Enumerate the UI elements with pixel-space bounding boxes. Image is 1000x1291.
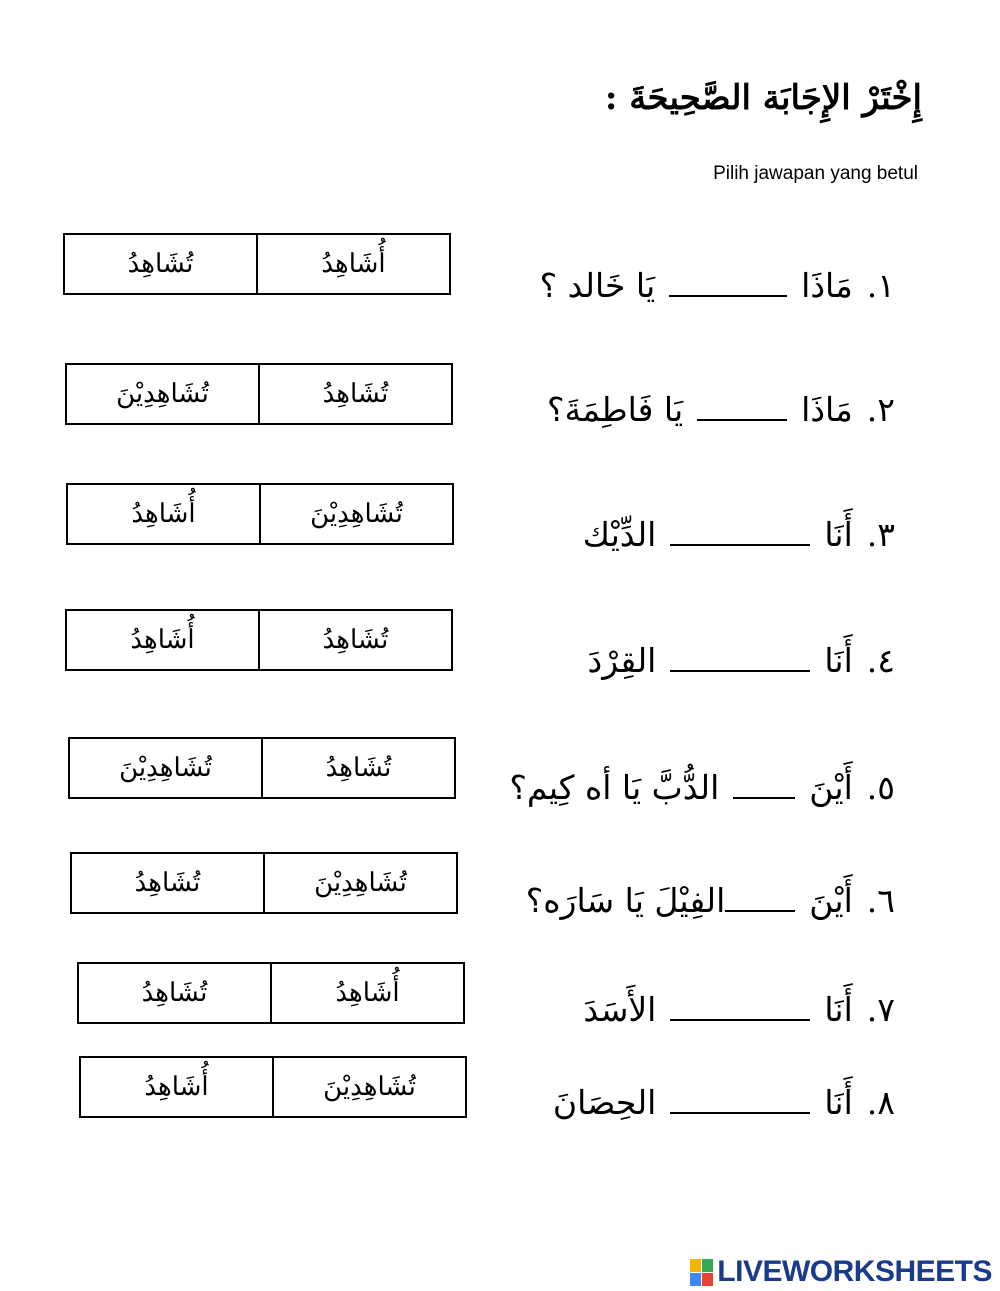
choice-group-3 — [66, 483, 454, 545]
answer-blank[interactable] — [670, 1090, 810, 1114]
question-5 — [509, 755, 895, 819]
choice-group-7 — [77, 962, 465, 1024]
question-number: ٧. — [866, 989, 895, 1029]
question-text-after: الفِيْلَ يَا سَارَه؟ — [525, 880, 726, 920]
question-text-before: أَنَا — [824, 640, 853, 680]
choice-group-5 — [68, 737, 456, 799]
liveworksheets-logo-icon — [690, 1259, 713, 1286]
choice-option[interactable]: تُشَاهِدُ — [258, 611, 451, 669]
choice-option[interactable]: تُشَاهِدِيْنَ — [119, 753, 212, 783]
choice-group-1 — [63, 233, 451, 295]
question-6 — [526, 868, 895, 932]
question-3 — [583, 502, 895, 566]
choice-option[interactable]: تُشَاهِدِيْنَ — [259, 485, 452, 543]
choice-option[interactable]: تُشَاهِدُ — [127, 249, 194, 279]
question-number: ٦. — [866, 880, 895, 920]
choice-group-2 — [65, 363, 453, 425]
question-number: ١. — [866, 265, 895, 305]
question-text-after: الدُّبَّ يَا أه كِيم؟ — [509, 767, 720, 807]
answer-blank[interactable] — [725, 888, 795, 912]
question-number: ٤. — [866, 640, 895, 680]
brand-footer — [690, 1255, 992, 1289]
question-text-before: أَيْنَ — [809, 767, 853, 807]
question-8 — [553, 1070, 895, 1134]
question-number: ٢. — [866, 389, 895, 429]
question-number: ٨. — [866, 1082, 895, 1122]
question-number: ٣. — [866, 514, 895, 554]
question-7 — [583, 977, 895, 1041]
question-text-after: يَا خَالد ؟ — [539, 265, 656, 305]
question-1 — [540, 253, 895, 317]
choice-option[interactable]: أُشَاهِدُ — [130, 625, 195, 655]
choice-option[interactable]: تُشَاهِدُ — [261, 739, 454, 797]
choice-group-8 — [79, 1056, 467, 1118]
instruction-subtitle: Pilih jawapan yang betul — [713, 163, 918, 184]
choice-option[interactable]: تُشَاهِدِيْنَ — [263, 854, 456, 912]
question-text-before: أَنَا — [824, 989, 853, 1029]
question-text-before: مَاذَا — [801, 389, 853, 429]
question-4 — [588, 628, 895, 692]
choice-option[interactable]: تُشَاهِدُ — [141, 978, 208, 1008]
question-text-after: الحِصَانَ — [552, 1082, 657, 1122]
question-text-after: الدِّيْك — [582, 514, 657, 554]
brand-name: LIVEWORKSHEETS — [717, 1255, 992, 1288]
page-title: إِخْتَرْ الإِجَابَة الصَّحِيحَةَ : — [604, 78, 922, 118]
choice-option[interactable]: أُشَاهِدُ — [256, 235, 449, 293]
answer-blank[interactable] — [670, 522, 810, 546]
choice-group-4 — [65, 609, 453, 671]
choice-option[interactable]: أُشَاهِدُ — [144, 1072, 209, 1102]
question-text-after: الأَسَدَ — [583, 989, 657, 1029]
choice-option[interactable]: تُشَاهِدُ — [134, 868, 201, 898]
answer-blank[interactable] — [670, 648, 810, 672]
choice-option[interactable]: تُشَاهِدِيْنَ — [272, 1058, 465, 1116]
answer-blank[interactable] — [733, 775, 795, 799]
question-text-before: أَنَا — [824, 514, 853, 554]
question-text-before: مَاذَا — [801, 265, 853, 305]
choice-option[interactable]: تُشَاهِدُ — [258, 365, 451, 423]
choice-option[interactable]: تُشَاهِدِيْنَ — [116, 379, 209, 409]
question-number: ٥. — [866, 767, 895, 807]
choice-option[interactable]: أُشَاهِدُ — [131, 499, 196, 529]
question-text-after: يَا فَاطِمَةَ؟ — [547, 389, 684, 429]
question-text-after: القِرْدَ — [587, 640, 657, 680]
choice-group-6 — [70, 852, 458, 914]
choice-option[interactable]: أُشَاهِدُ — [270, 964, 463, 1022]
answer-blank[interactable] — [697, 397, 787, 421]
question-text-before: أَيْنَ — [809, 880, 853, 920]
answer-blank[interactable] — [670, 997, 810, 1021]
answer-blank[interactable] — [669, 273, 787, 297]
question-2 — [547, 377, 895, 441]
question-text-before: أَنَا — [824, 1082, 853, 1122]
